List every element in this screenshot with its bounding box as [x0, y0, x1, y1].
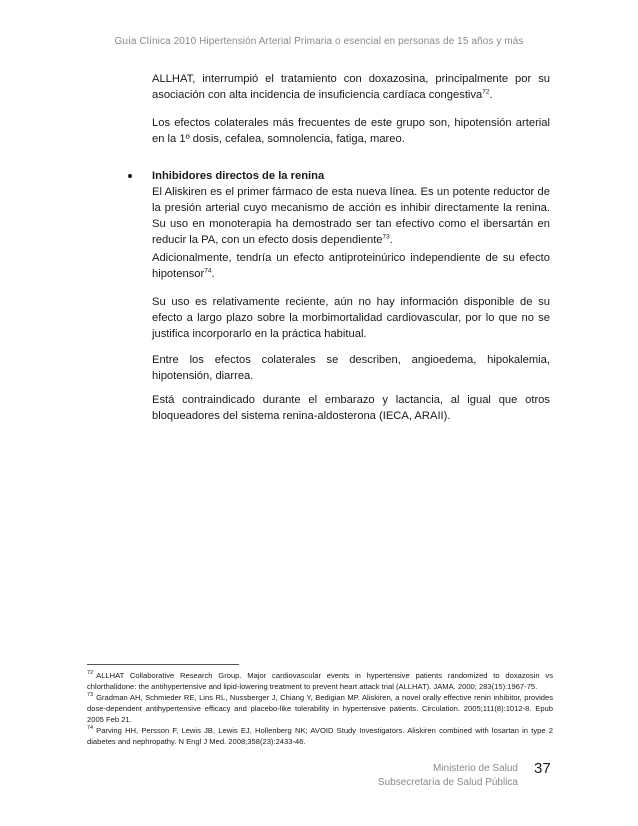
paragraph-text: Adicionalmente, tendría un efecto antiproteinúrico independiente de su efecto hipotensor	[152, 252, 550, 280]
paragraph-text: Entre los efectos colaterales se describen, angioedema, hipokalemia, hipotensión, diarrea.	[152, 354, 550, 382]
footer-subsecretariat: Subsecretaría de Salud Pública	[377, 777, 518, 788]
page-number: 37	[534, 760, 551, 777]
footnotes	[87, 670, 553, 747]
reference-marker: 72	[482, 88, 490, 96]
footer-publisher	[378, 762, 518, 790]
section-heading: Inhibidores directos de la renina	[152, 170, 325, 182]
running-header: Guía Clínica 2010 Hipertensión Arterial Primaria o esencial en personas de 15 años y más	[114, 36, 524, 47]
section-renin-inhibitors	[152, 168, 550, 248]
paragraph-end: .	[389, 234, 393, 246]
footnote-text: Parving HH, Persson F, Lewis JB, Lewis EJ, Hollenberg NK; AVOID Study Investigators. Aliskiren combined with losartan in type 2 diabetes and nephropathy. N Engl J Med. 2008;358(23):2433-46.	[87, 726, 553, 746]
paragraph-end: .	[489, 89, 493, 101]
paragraph-antiproteinuric	[152, 250, 550, 282]
footnote-divider	[87, 664, 239, 665]
paragraph-text: Su uso es relativamente reciente, aún no hay información disponible de su efecto a largo plazo sobre la morbimortalidad cardiovascular, por lo que no se justifica incorporarlo en la práctica habitual.	[152, 296, 550, 340]
footnote	[87, 725, 553, 747]
bullet-icon	[128, 174, 132, 178]
footnote-number: 72	[87, 670, 94, 677]
paragraph-end: .	[211, 268, 215, 280]
paragraph-text: ALLHAT, interrumpió el tratamiento con doxazosina, principalmente por su asociación con alta incidencia de insuficiencia cardíaca congestiva	[152, 73, 550, 101]
paragraph-text: El Aliskiren es el primer fármaco de esta nueva línea. Es un potente reductor de la presión arterial cuyo mecanismo de acción es inhibir directamente la renina. Su uso en monoterapia ha demostrado ser tan efectivo como el ibersartán en reducir la PA, con un efecto dosis dependiente	[152, 186, 550, 246]
footer-ministry: Ministerio de Salud	[432, 763, 518, 774]
footnote-number: 73	[87, 692, 94, 699]
paragraph-allhat	[152, 71, 550, 103]
footnote	[87, 692, 553, 725]
paragraph-text: Está contraindicado durante el embarazo y lactancia, al igual que otros bloqueadores del sistema renina-aldosterona (IECA, ARAII).	[152, 394, 550, 422]
reference-marker: 73	[382, 233, 390, 241]
paragraph-adverse-effects	[152, 352, 550, 384]
footnote-text: Gradman AH, Schmieder RE, Lins RL, Nussberger J, Chiang Y, Bedigian MP. Aliskiren, a novel orally effective renin inhibitor, provides dose-dependent antihypertensive efficacy and placebo-like tolerability in hypertensive patients. Circulation. 2005;111(8):1012-8. Epub 2005 Feb 21.	[87, 693, 553, 724]
paragraph-contraindication	[152, 392, 550, 424]
paragraph-recent-use	[152, 294, 550, 342]
paragraph-side-effects	[152, 115, 550, 147]
reference-marker: 74	[204, 267, 212, 275]
paragraph-text: Los efectos colaterales más frecuentes de este grupo son, hipotensión arterial en la 1º dosis, cefalea, somnolencia, fatiga, mareo.	[152, 117, 550, 145]
footnote-text: ALLHAT Collaborative Research Group. Major cardiovascular events in hypertensive patients randomized to doxazosin vs chlorthalidone: the antihypertensive and lipid-lowering treatment to prevent heart attack trial (ALLHAT). JAMA. 2000; 283(15):1967-75.	[87, 671, 553, 691]
footnote	[87, 670, 553, 692]
footnote-number: 74	[87, 725, 94, 732]
